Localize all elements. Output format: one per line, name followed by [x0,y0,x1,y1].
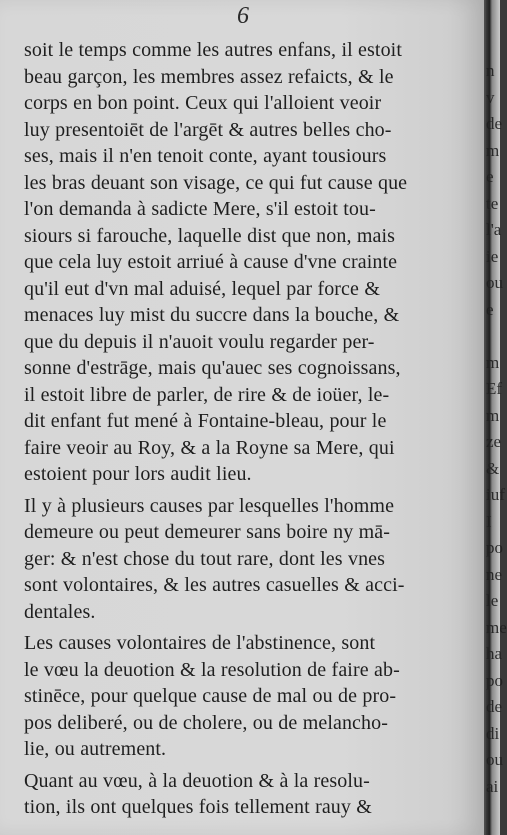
text-line: estoient pour lors audit lieu. [24,463,252,485]
edge-fragment: v [486,87,495,107]
text-line: Il y à plusieurs causes par lesquelles l'homme [24,494,395,517]
text-line: faire veoir au Roy, & a la Royne sa Mere, qui [24,436,395,459]
text-line: soit le temps comme les autres enfans, il estoit [24,39,402,61]
edge-fragment: I [486,511,492,531]
edge-fragment [486,323,500,350]
page-number: 6 [237,3,249,29]
edge-fragment: e [486,167,494,186]
text-line: sonne d'estrāge, mais qu'auec ses cognoissans, [24,357,401,379]
text-line: Les causes volontaires de l'abstinence, sont [24,632,376,654]
edge-fragment: e [486,299,494,319]
text-line: il estoit libre de parler, de rire & de ioüer, le- [24,383,390,406]
text-line: l'on demanda à sadicte Mere, s'il estoit tou- [24,198,376,220]
edge-fragment: po [486,538,503,557]
edge-fragment: me [486,617,507,637]
text-line: qu'il eut d'vn mal aduisé, lequel par force & [24,277,380,300]
text-line: beau garçon, les membres assez refaicts, & le [24,65,394,88]
text-line: corps en bon point. Ceux qui l'alloient veoir [24,92,382,114]
edge-fragment: & [486,458,500,478]
edge-fragment: te [486,193,499,213]
text-line: tion, ils ont quelques fois tellement rauy & [24,796,372,818]
edge-fragment: m [486,405,500,425]
edge-fragment: ne [486,564,503,584]
edge-fragment: iuf [486,485,505,504]
text-line: stinēce, pour quelque cause de mal ou de pro- [24,685,397,707]
edge-fragment: m [486,352,500,372]
text-line: que du depuis il n'auoit voulu regarder per- [24,330,375,353]
text-line: menaces luy mist du succre dans la bouche, & [24,304,400,326]
edge-fragment: ha [486,644,503,663]
edge-fragment: le [486,591,499,610]
edge-fragment: ze [486,432,502,451]
text-line: sont volontaires, & les autres casuelles & acci- [24,574,405,596]
text-line: que cela luy estoit arriué à cause d'vne crainte [24,251,398,273]
edge-fragment: de [486,697,503,716]
edge-fragment: de [486,114,503,133]
edge-fragment: po [486,670,503,690]
edge-fragment: m [486,140,500,160]
adjacent-page-edge [486,58,507,800]
text-line: pos deliberé, ou de cholere, ou de melancho- [24,711,388,734]
text-line: dentales. [24,600,96,623]
text-line: demeure ou peut demeurer sans boire ny mā- [24,521,391,543]
edge-fragment: ou [486,273,503,292]
text-line: Quant au vœu, à la deuotion & à la resolu- [24,769,370,792]
text-line: les bras deuant son visage, ce qui fut cause que [24,171,408,194]
edge-fragment: ai [486,776,499,796]
text-line: luy presentoiēt de l'argēt & autres belles cho- [24,118,392,141]
text-line: le vœu la deuotion & la resolution de faire ab- [24,658,400,681]
edge-fragment: l'a [486,220,502,239]
edge-fragment: ou [486,750,503,769]
text-line: ses, mais il n'en tenoit conte, ayant tousiours [24,145,387,167]
edge-fragment: n [486,61,495,80]
text-line: siours si farouche, laquelle dist que non, mais [24,224,396,247]
text-line: lie, ou autrement. [24,738,167,760]
text-line: ger: & n'est chose du tout rare, dont les vnes [24,547,386,570]
text-line: dit enfant fut mené à Fontaine-bleau, pour le [24,410,387,432]
edge-fragment: di [486,723,500,743]
edge-fragment: ie [486,246,499,266]
edge-fragment: Ef [486,379,503,398]
body-text [24,37,461,821]
